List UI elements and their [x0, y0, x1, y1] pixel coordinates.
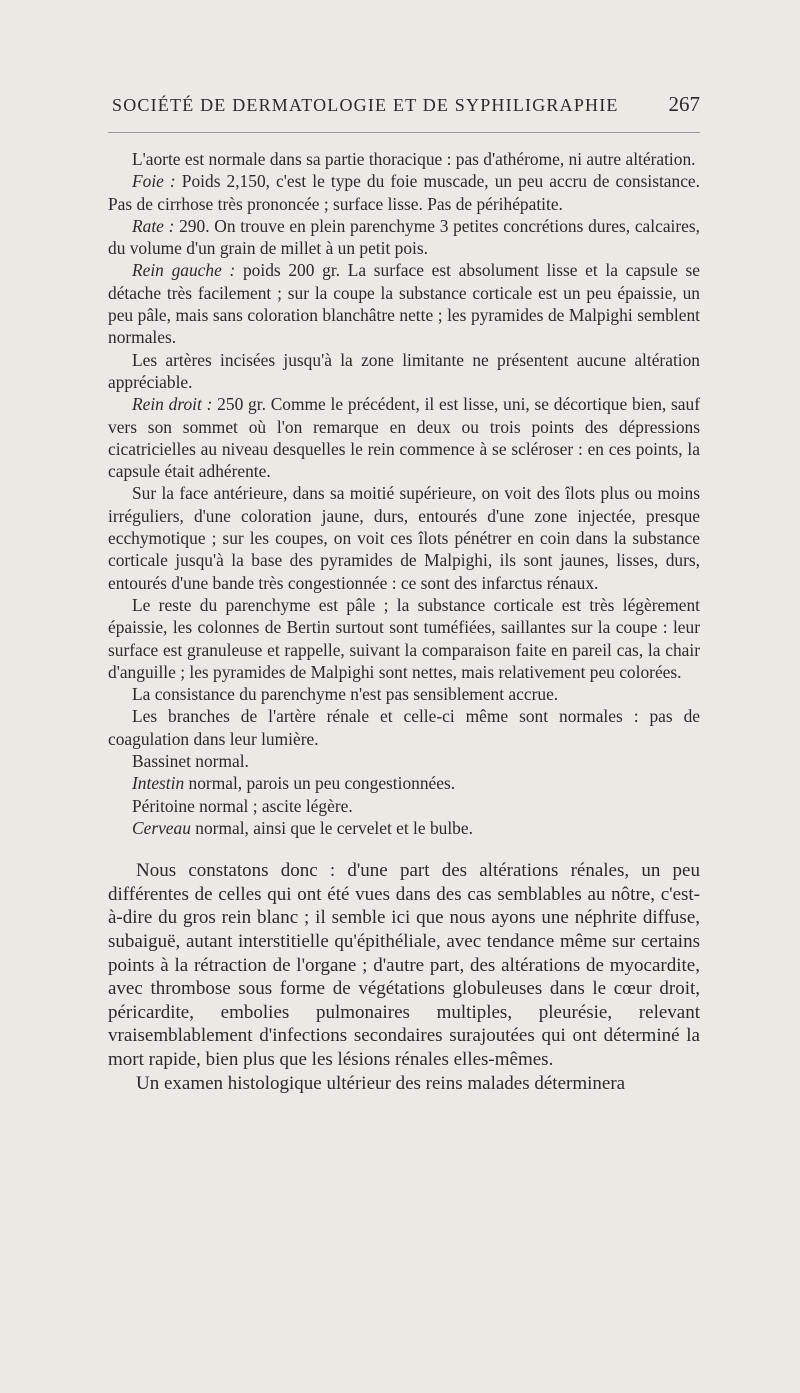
paragraph: Les branches de l'artère rénale et celle-ci même sont normales : pas de coagulation dans leur lumière. [108, 706, 700, 749]
organ-label: Rein droit : [132, 394, 213, 415]
paragraph: Rein gauche : poids 200 gr. La surface est absolument lisse et la capsule se détache très facilement ; sur la coupe la substance corticale est un peu épaissie, un peu pâle, mais sans coloration blanchâtre nette ; les pyramides de Malpighi semblent normales. [108, 260, 700, 348]
paragraph: Les artères incisées jusqu'à la zone limitante ne présentent aucune altération appréciable. [108, 349, 700, 392]
header-rule [108, 132, 700, 133]
paragraph: Le reste du parenchyme est pâle ; la substance corticale est très légèrement épaissie, les colonnes de Bertin surtout sont tuméfiées, saillantes sur la coupe : leur surface est granuleuse et rappelle, suivant la comparaison faite en pareil cas, la chair d'anguille ; les pyramides de Malpighi sont nettes, mais relativement peu colorées. [108, 594, 700, 682]
paragraph: Sur la face antérieure, dans sa moitié supérieure, on voit des îlots plus ou moins irréguliers, d'une coloration jaune, durs, entourés d'une zone injectée, presque ecchymotique ; sur les coupes, on voit ces îlots pénétrer en coin dans la substance corticale jusqu'à la base des pyramides de Malpighi, ils sont jaunes, lisses, durs, entourés d'une bande très congestionnée : ce sont des infarctus rénaux. [108, 483, 700, 593]
paragraph: Rein droit : 250 gr. Comme le précédent, il est lisse, uni, se décortique bien, sauf vers son sommet où l'on remarque en deux ou trois points des dépressions cicatricielles au niveau desquelles le rein commence à se scléroser : en ces points, la capsule était adhérente. [108, 394, 700, 482]
organ-label: Foie : [132, 171, 176, 192]
paragraph: Péritoine normal ; ascite légère. [132, 795, 353, 816]
paragraph: Cerveau normal, ainsi que le cervelet et le bulbe. [132, 817, 473, 838]
organ-label: Rein gauche : [132, 260, 236, 281]
page-number: 267 [668, 92, 700, 116]
paragraph: Rate : 290. On trouve en plein parenchyme 3 petites concrétions dures, calcaires, du volume d'un grain de millet à un petit pois. [108, 215, 700, 259]
page-body [108, 148, 700, 1095]
organ-label: Rate : [132, 215, 175, 236]
autopsy-findings [108, 148, 700, 839]
paragraph: La consistance du parenchyme n'est pas sensiblement accrue. [132, 684, 559, 705]
paragraph: L'aorte est normale dans sa partie thoracique : pas d'athérome, ni autre altération. [132, 149, 696, 169]
paragraph: Un examen histologique ultérieur des reins malades déterminera [136, 1072, 626, 1094]
organ-label: Intestin [132, 773, 185, 794]
organ-label: Cerveau [132, 817, 191, 838]
paragraph: Foie : Poids 2,150, c'est le type du foie muscade, un peu accru de consistance. Pas de cirrhose très prononcée ; surface lisse. Pas de périhépatite. [108, 171, 700, 214]
paragraph: Nous constatons donc : d'une part des altérations rénales, un peu différentes de celles qui ont été vues dans des cas semblables au nôtre, c'est-à-dire du gros rein blanc ; il semble ici que nous ayons une néphrite diffuse, subaiguë, autant interstitielle qu'épithéliale, avec tendance même sur certains points à la rétraction de l'organe ; d'autre part, des altérations de myocardite, avec thrombose sous forme de végétations globuleuses dans le cœur droit, péricardite, embolies pulmonaires multiples, pleurésie, relevant vraisemblablement d'infections secondaires surajoutées qui ont déterminé la mort rapide, bien plus que les lésions rénales elles-mêmes. [108, 860, 700, 1070]
header-title: SOCIÉTÉ DE DERMATOLOGIE ET DE SYPHILIGRAPHIE [112, 95, 619, 115]
running-header [112, 92, 700, 117]
discussion [108, 859, 700, 1095]
paragraph: Intestin normal, parois un peu congestionnées. [132, 773, 456, 794]
paragraph: Bassinet normal. [132, 751, 249, 772]
